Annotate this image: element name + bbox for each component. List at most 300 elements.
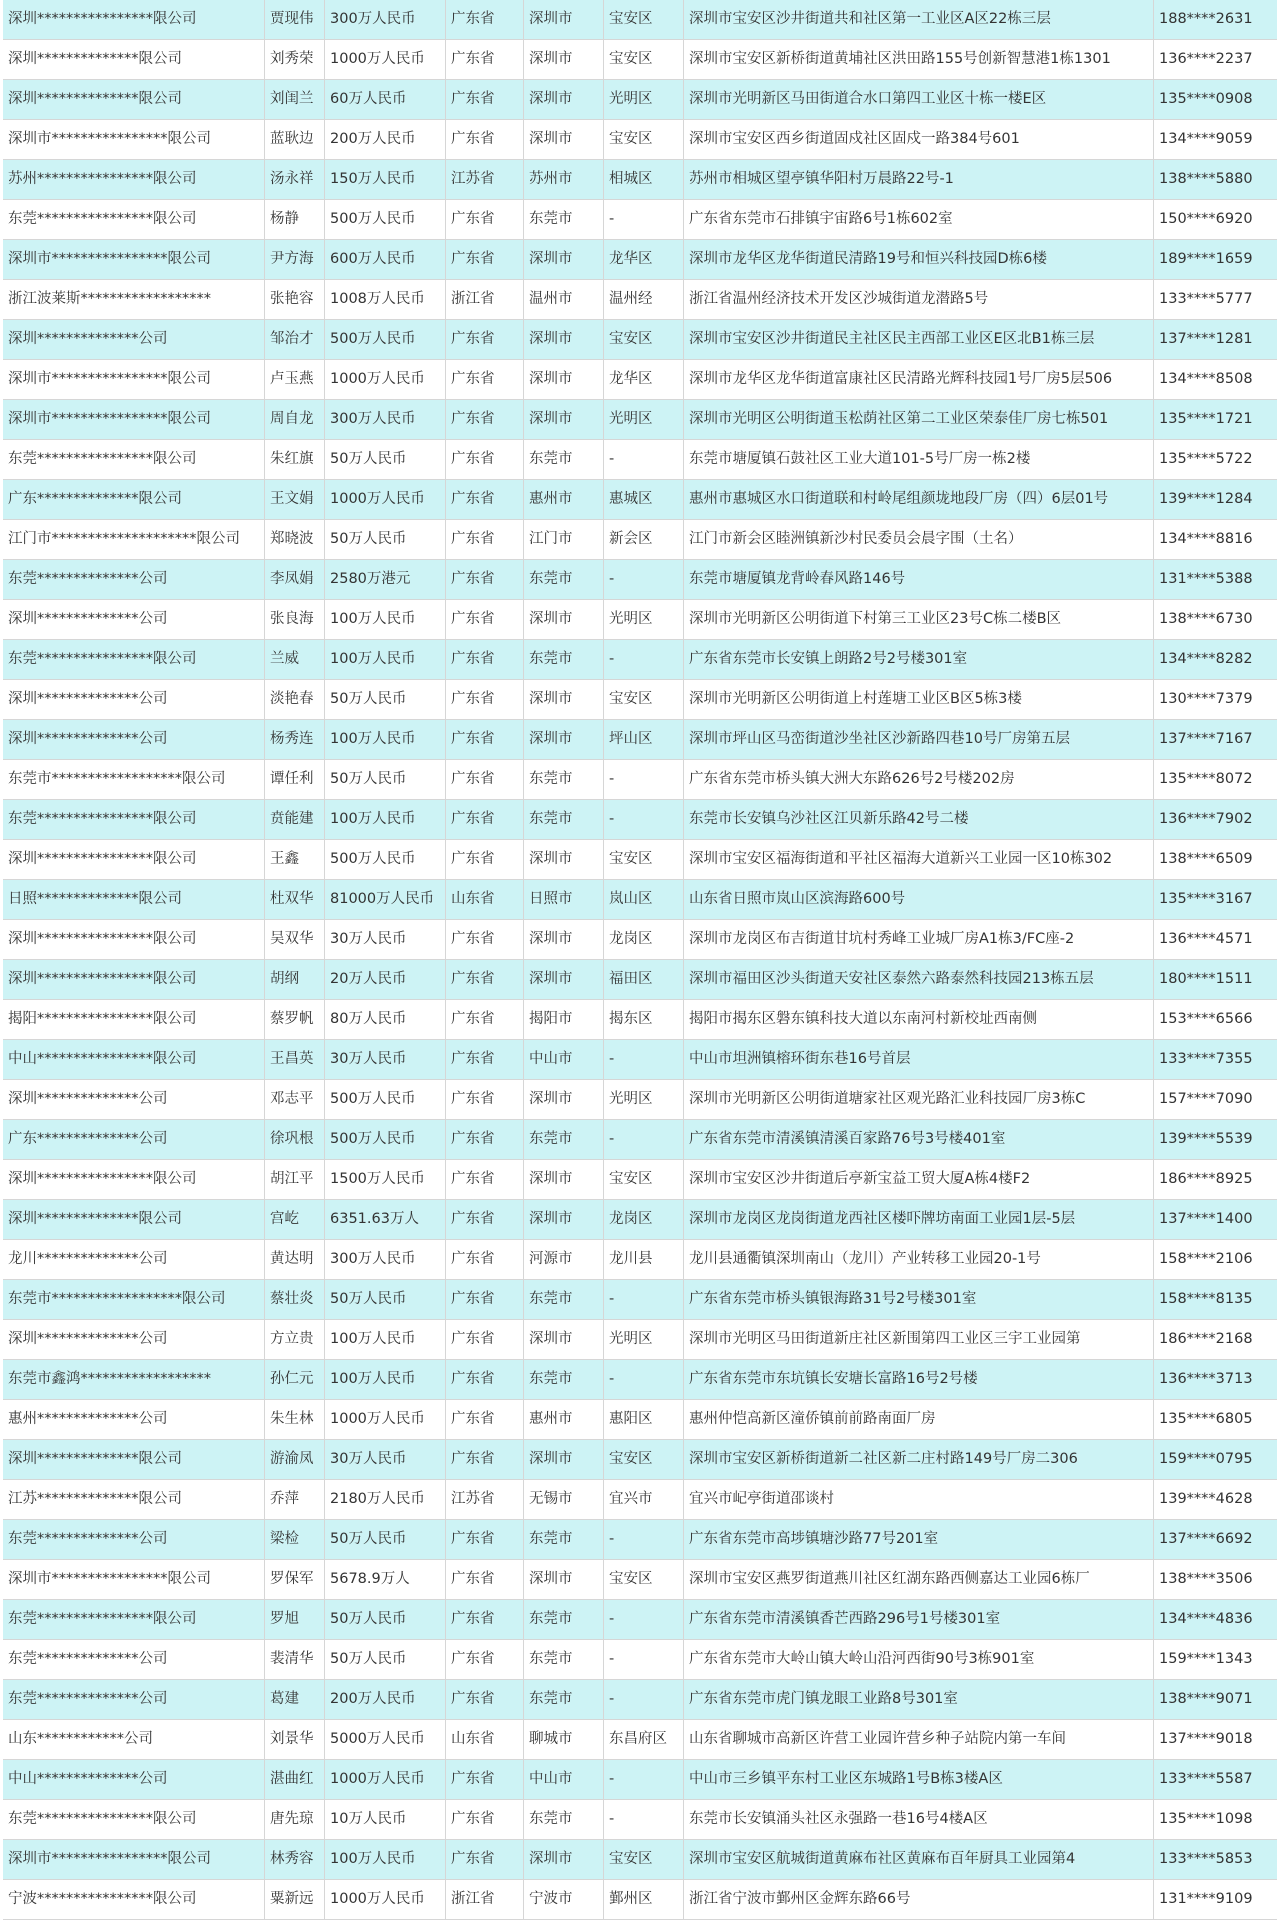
- company-name-cell: 深圳****************限公司: [3, 960, 265, 999]
- company-name-cell: 东莞****************限公司: [3, 640, 265, 679]
- registered-capital-cell: 300万人民币: [325, 400, 446, 439]
- company-name-cell: 东莞****************限公司: [3, 1800, 265, 1839]
- registered-capital-cell: 200万人民币: [325, 1680, 446, 1719]
- district-cell: 宝安区: [604, 1560, 684, 1599]
- company-name-cell: 龙川**************公司: [3, 1240, 265, 1279]
- legal-person-cell: 朱红旗: [265, 440, 325, 479]
- address-cell: 深圳市宝安区航城街道黄麻布社区黄麻布百年厨具工业园第4: [684, 1840, 1154, 1879]
- registered-capital-cell: 300万人民币: [325, 1240, 446, 1279]
- address-cell: 深圳市光明新区公明街道上村莲塘工业区B区5栋3楼: [684, 680, 1154, 719]
- phone-cell: 157****7090: [1159, 1091, 1253, 1107]
- province-cell: 广东省: [446, 1080, 524, 1119]
- province-cell: 广东省: [446, 1600, 524, 1639]
- legal-person-cell: 刘闺兰: [265, 80, 325, 119]
- registered-capital-cell: 1000万人民币: [325, 360, 446, 399]
- district-cell: 宝安区: [604, 40, 684, 79]
- company-name-cell: 东莞****************限公司: [3, 1600, 265, 1639]
- legal-person-cell: 黄达明: [265, 1240, 325, 1279]
- province-cell: 广东省: [446, 1520, 524, 1559]
- province-cell: 广东省: [446, 960, 524, 999]
- city-cell: 深圳市: [524, 840, 604, 879]
- registered-capital-cell: 5678.9万人: [325, 1560, 446, 1599]
- table-row: [3, 1640, 1277, 1680]
- registered-capital-cell: 20万人民币: [325, 960, 446, 999]
- table-row: [3, 1880, 1277, 1920]
- city-cell: 东莞市: [524, 1520, 604, 1559]
- phone-cell: 138****9071: [1159, 1691, 1253, 1707]
- phone-cell: 138****6730: [1159, 611, 1253, 627]
- province-cell: 广东省: [446, 640, 524, 679]
- district-cell: 福田区: [604, 960, 684, 999]
- registered-capital-cell: 500万人民币: [325, 1080, 446, 1119]
- registered-capital-cell: 81000万人民币: [325, 880, 446, 919]
- table-row: [3, 800, 1277, 840]
- table-row: [3, 1480, 1277, 1520]
- address-cell: 广东省东莞市虎门镇龙眼工业路8号301室: [684, 1680, 1154, 1719]
- district-cell: 宝安区: [604, 320, 684, 359]
- district-cell: 东昌府区: [604, 1720, 684, 1759]
- company-name-cell: 东莞**************公司: [3, 1680, 265, 1719]
- company-name-cell: 江门市********************限公司: [3, 520, 265, 559]
- address-cell: 浙江省温州经济技术开发区沙城街道龙潜路5号: [684, 280, 1154, 319]
- table-row: [3, 1440, 1277, 1480]
- city-cell: 深圳市: [524, 40, 604, 79]
- registered-capital-cell: 50万人民币: [325, 1640, 446, 1679]
- phone-cell: 139****4628: [1159, 1491, 1253, 1507]
- table-row: [3, 1840, 1277, 1880]
- city-cell: 深圳市: [524, 960, 604, 999]
- phone-cell: 137****1281: [1159, 331, 1253, 347]
- district-cell: 惠城区: [604, 480, 684, 519]
- company-name-cell: 深圳****************限公司: [3, 1160, 265, 1199]
- address-cell: 东莞市长安镇涌头社区永强路一巷16号4楼A区: [684, 1800, 1154, 1839]
- registered-capital-cell: 600万人民币: [325, 240, 446, 279]
- registered-capital-cell: 1000万人民币: [325, 1880, 446, 1919]
- table-row: [3, 240, 1277, 280]
- city-cell: 河源市: [524, 1240, 604, 1279]
- province-cell: 广东省: [446, 1360, 524, 1399]
- company-name-cell: 日照**************限公司: [3, 880, 265, 919]
- registered-capital-cell: 200万人民币: [325, 120, 446, 159]
- address-cell: 江门市新会区睦洲镇新沙村民委员会晨字围（土名）: [684, 520, 1154, 559]
- city-cell: 东莞市: [524, 800, 604, 839]
- district-cell: 光明区: [604, 1080, 684, 1119]
- table-row: [3, 440, 1277, 480]
- district-cell: -: [604, 640, 684, 679]
- phone-cell: 138****3506: [1159, 1571, 1253, 1587]
- province-cell: 浙江省: [446, 1880, 524, 1919]
- city-cell: 东莞市: [524, 1360, 604, 1399]
- table-row: [3, 560, 1277, 600]
- city-cell: 深圳市: [524, 1560, 604, 1599]
- company-name-cell: 深圳市****************限公司: [3, 400, 265, 439]
- legal-person-cell: 胡江平: [265, 1160, 325, 1199]
- province-cell: 广东省: [446, 1000, 524, 1039]
- legal-person-cell: 林秀容: [265, 1840, 325, 1879]
- district-cell: 惠阳区: [604, 1400, 684, 1439]
- table-row: [3, 200, 1277, 240]
- address-cell: 深圳市宝安区沙井街道后亭新宝益工贸大厦A栋4楼F2: [684, 1160, 1154, 1199]
- province-cell: 广东省: [446, 1640, 524, 1679]
- phone-cell: 130****7379: [1159, 691, 1253, 707]
- district-cell: 鄞州区: [604, 1880, 684, 1919]
- registered-capital-cell: 6351.63万人: [325, 1200, 446, 1239]
- company-name-cell: 深圳****************限公司: [3, 920, 265, 959]
- legal-person-cell: 兰威: [265, 640, 325, 679]
- legal-person-cell: 方立贵: [265, 1320, 325, 1359]
- address-cell: 中山市三乡镇平东村工业区东城路1号B栋3楼A区: [684, 1760, 1154, 1799]
- province-cell: 浙江省: [446, 280, 524, 319]
- city-cell: 江门市: [524, 520, 604, 559]
- table-row: [3, 1000, 1277, 1040]
- table-row: [3, 1200, 1277, 1240]
- district-cell: 新会区: [604, 520, 684, 559]
- table-row: [3, 960, 1277, 1000]
- table-row: [3, 1680, 1277, 1720]
- legal-person-cell: 蔡壮炎: [265, 1280, 325, 1319]
- registered-capital-cell: 500万人民币: [325, 200, 446, 239]
- city-cell: 惠州市: [524, 480, 604, 519]
- province-cell: 广东省: [446, 240, 524, 279]
- address-cell: 浙江省宁波市鄞州区金辉东路66号: [684, 1880, 1154, 1919]
- table-row: [3, 1760, 1277, 1800]
- province-cell: 广东省: [446, 560, 524, 599]
- district-cell: 相城区: [604, 160, 684, 199]
- city-cell: 揭阳市: [524, 1000, 604, 1039]
- district-cell: 光明区: [604, 600, 684, 639]
- company-name-cell: 深圳**************限公司: [3, 80, 265, 119]
- province-cell: 广东省: [446, 1440, 524, 1479]
- table-row: [3, 600, 1277, 640]
- legal-person-cell: 游渝凤: [265, 1440, 325, 1479]
- city-cell: 深圳市: [524, 320, 604, 359]
- legal-person-cell: 裴清华: [265, 1640, 325, 1679]
- phone-cell: 136****2237: [1159, 51, 1253, 67]
- city-cell: 东莞市: [524, 1120, 604, 1159]
- address-cell: 惠州仲恺高新区潼侨镇前前路南面厂房: [684, 1400, 1154, 1439]
- legal-person-cell: 罗保军: [265, 1560, 325, 1599]
- address-cell: 广东省东莞市大岭山镇大岭山沿河西街90号3栋901室: [684, 1640, 1154, 1679]
- province-cell: 广东省: [446, 360, 524, 399]
- province-cell: 广东省: [446, 1560, 524, 1599]
- table-row: [3, 400, 1277, 440]
- district-cell: 龙华区: [604, 360, 684, 399]
- address-cell: 广东省东莞市桥头镇大洲大东路626号2号楼202房: [684, 760, 1154, 799]
- company-name-cell: 东莞市******************限公司: [3, 760, 265, 799]
- phone-cell: 139****5539: [1159, 1131, 1253, 1147]
- company-name-cell: 深圳**************公司: [3, 600, 265, 639]
- district-cell: 宝安区: [604, 680, 684, 719]
- city-cell: 苏州市: [524, 160, 604, 199]
- table-row: [3, 360, 1277, 400]
- legal-person-cell: 刘景华: [265, 1720, 325, 1759]
- legal-person-cell: 乔萍: [265, 1480, 325, 1519]
- phone-cell: 139****1284: [1159, 491, 1253, 507]
- city-cell: 东莞市: [524, 1680, 604, 1719]
- address-cell: 深圳市龙华区龙华街道富康社区民清路光辉科技园1号厂房5层506: [684, 360, 1154, 399]
- address-cell: 深圳市宝安区新桥街道黄埔社区洪田路155号创新智慧港1栋1301: [684, 40, 1154, 79]
- district-cell: -: [604, 1520, 684, 1559]
- phone-cell: 135****0908: [1159, 91, 1253, 107]
- table-row: [3, 840, 1277, 880]
- city-cell: 深圳市: [524, 680, 604, 719]
- company-name-cell: 苏州****************限公司: [3, 160, 265, 199]
- phone-cell: 135****8072: [1159, 771, 1253, 787]
- district-cell: 龙岗区: [604, 1200, 684, 1239]
- city-cell: 深圳市: [524, 920, 604, 959]
- address-cell: 中山市坦洲镇榕环街东巷16号首层: [684, 1040, 1154, 1079]
- table-row: [3, 880, 1277, 920]
- district-cell: 光明区: [604, 80, 684, 119]
- legal-person-cell: 邓志平: [265, 1080, 325, 1119]
- city-cell: 东莞市: [524, 760, 604, 799]
- district-cell: 宝安区: [604, 1160, 684, 1199]
- phone-cell: 137****6692: [1159, 1531, 1253, 1547]
- city-cell: 深圳市: [524, 600, 604, 639]
- province-cell: 广东省: [446, 920, 524, 959]
- registered-capital-cell: 500万人民币: [325, 320, 446, 359]
- registered-capital-cell: 1000万人民币: [325, 480, 446, 519]
- city-cell: 深圳市: [524, 240, 604, 279]
- company-table: [3, 0, 1277, 1920]
- legal-person-cell: 孙仁元: [265, 1360, 325, 1399]
- table-row: [3, 760, 1277, 800]
- company-name-cell: 深圳**************公司: [3, 720, 265, 759]
- legal-person-cell: 宫屹: [265, 1200, 325, 1239]
- province-cell: 山东省: [446, 1720, 524, 1759]
- legal-person-cell: 张良海: [265, 600, 325, 639]
- company-name-cell: 东莞****************限公司: [3, 200, 265, 239]
- district-cell: -: [604, 1640, 684, 1679]
- table-row: [3, 40, 1277, 80]
- company-name-cell: 深圳**************限公司: [3, 1200, 265, 1239]
- table-row: [3, 80, 1277, 120]
- registered-capital-cell: 50万人民币: [325, 680, 446, 719]
- registered-capital-cell: 100万人民币: [325, 640, 446, 679]
- table-body: [3, 0, 1277, 1920]
- province-cell: 广东省: [446, 1760, 524, 1799]
- phone-cell: 131****9109: [1159, 1891, 1253, 1907]
- address-cell: 东莞市塘厦镇石鼓社区工业大道101-5号厂房一栋2楼: [684, 440, 1154, 479]
- registered-capital-cell: 1000万人民币: [325, 40, 446, 79]
- registered-capital-cell: 100万人民币: [325, 800, 446, 839]
- company-name-cell: 东莞市******************限公司: [3, 1280, 265, 1319]
- city-cell: 深圳市: [524, 360, 604, 399]
- table-row: [3, 1160, 1277, 1200]
- address-cell: 深圳市宝安区西乡街道固戍社区固戍一路384号601: [684, 120, 1154, 159]
- registered-capital-cell: 30万人民币: [325, 1040, 446, 1079]
- legal-person-cell: 淡艳春: [265, 680, 325, 719]
- province-cell: 广东省: [446, 0, 524, 39]
- legal-person-cell: 胡纲: [265, 960, 325, 999]
- registered-capital-cell: 60万人民币: [325, 80, 446, 119]
- province-cell: 山东省: [446, 880, 524, 919]
- city-cell: 深圳市: [524, 1200, 604, 1239]
- city-cell: 深圳市: [524, 0, 604, 39]
- address-cell: 深圳市光明新区马田街道合水口第四工业区十栋一楼E区: [684, 80, 1154, 119]
- phone-cell: 134****8282: [1159, 651, 1253, 667]
- table-row: [3, 680, 1277, 720]
- city-cell: 东莞市: [524, 440, 604, 479]
- address-cell: 广东省东莞市长安镇上朗路2号2号楼301室: [684, 640, 1154, 679]
- registered-capital-cell: 50万人民币: [325, 1280, 446, 1319]
- phone-cell: 133****5587: [1159, 1771, 1253, 1787]
- province-cell: 广东省: [446, 1280, 524, 1319]
- district-cell: 龙华区: [604, 240, 684, 279]
- province-cell: 广东省: [446, 720, 524, 759]
- city-cell: 深圳市: [524, 400, 604, 439]
- table-row: [3, 1800, 1277, 1840]
- province-cell: 广东省: [446, 1240, 524, 1279]
- legal-person-cell: 杨秀连: [265, 720, 325, 759]
- city-cell: 东莞市: [524, 1280, 604, 1319]
- table-row: [3, 1040, 1277, 1080]
- address-cell: 深圳市光明新区公明街道下村第三工业区23号C栋二楼B区: [684, 600, 1154, 639]
- legal-person-cell: 贾现伟: [265, 0, 325, 39]
- phone-cell: 188****2631: [1159, 11, 1253, 27]
- registered-capital-cell: 500万人民币: [325, 840, 446, 879]
- table-row: [3, 1360, 1277, 1400]
- city-cell: 中山市: [524, 1760, 604, 1799]
- phone-cell: 138****5880: [1159, 171, 1253, 187]
- address-cell: 广东省东莞市高埗镇塘沙路77号201室: [684, 1520, 1154, 1559]
- legal-person-cell: 尹方海: [265, 240, 325, 279]
- company-name-cell: 中山**************公司: [3, 1760, 265, 1799]
- company-name-cell: 东莞****************限公司: [3, 800, 265, 839]
- address-cell: 深圳市光明区公明街道玉松荫社区第二工业区荣泰佳厂房七栋501: [684, 400, 1154, 439]
- address-cell: 深圳市龙岗区布吉街道甘坑村秀峰工业城厂房A1栋3/FC座-2: [684, 920, 1154, 959]
- registered-capital-cell: 1000万人民币: [325, 1400, 446, 1439]
- company-name-cell: 中山****************限公司: [3, 1040, 265, 1079]
- registered-capital-cell: 80万人民币: [325, 1000, 446, 1039]
- province-cell: 广东省: [446, 680, 524, 719]
- legal-person-cell: 谭任利: [265, 760, 325, 799]
- company-name-cell: 惠州**************公司: [3, 1400, 265, 1439]
- legal-person-cell: 粟新远: [265, 1880, 325, 1919]
- registered-capital-cell: 100万人民币: [325, 720, 446, 759]
- registered-capital-cell: 150万人民币: [325, 160, 446, 199]
- company-name-cell: 深圳**************公司: [3, 1080, 265, 1119]
- table-row: [3, 1280, 1277, 1320]
- phone-cell: 136****3713: [1159, 1371, 1253, 1387]
- address-cell: 山东省日照市岚山区滨海路600号: [684, 880, 1154, 919]
- registered-capital-cell: 100万人民币: [325, 1360, 446, 1399]
- address-cell: 深圳市坪山区马峦街道沙坐社区沙新路四巷10号厂房第五层: [684, 720, 1154, 759]
- legal-person-cell: 徐巩根: [265, 1120, 325, 1159]
- province-cell: 广东省: [446, 840, 524, 879]
- company-name-cell: 深圳市****************限公司: [3, 1840, 265, 1879]
- province-cell: 广东省: [446, 1160, 524, 1199]
- province-cell: 广东省: [446, 1320, 524, 1359]
- phone-cell: 135****1098: [1159, 1811, 1253, 1827]
- company-name-cell: 东莞****************限公司: [3, 440, 265, 479]
- registered-capital-cell: 100万人民币: [325, 600, 446, 639]
- province-cell: 广东省: [446, 520, 524, 559]
- phone-cell: 137****7167: [1159, 731, 1253, 747]
- table-row: [3, 1120, 1277, 1160]
- company-name-cell: 深圳市****************限公司: [3, 240, 265, 279]
- legal-person-cell: 张艳容: [265, 280, 325, 319]
- legal-person-cell: 王鑫: [265, 840, 325, 879]
- registered-capital-cell: 10万人民币: [325, 1800, 446, 1839]
- registered-capital-cell: 50万人民币: [325, 520, 446, 559]
- legal-person-cell: 湛曲红: [265, 1760, 325, 1799]
- province-cell: 广东省: [446, 120, 524, 159]
- district-cell: -: [604, 1760, 684, 1799]
- phone-cell: 134****4836: [1159, 1611, 1253, 1627]
- province-cell: 广东省: [446, 40, 524, 79]
- phone-cell: 150****6920: [1159, 211, 1253, 227]
- legal-person-cell: 周自龙: [265, 400, 325, 439]
- district-cell: -: [604, 440, 684, 479]
- phone-cell: 134****9059: [1159, 131, 1253, 147]
- registered-capital-cell: 100万人民币: [325, 1320, 446, 1359]
- province-cell: 广东省: [446, 1400, 524, 1439]
- address-cell: 广东省东莞市清溪镇清溪百家路76号3号楼401室: [684, 1120, 1154, 1159]
- legal-person-cell: 唐先琼: [265, 1800, 325, 1839]
- province-cell: 江苏省: [446, 160, 524, 199]
- table-row: [3, 1600, 1277, 1640]
- phone-cell: 186****8925: [1159, 1171, 1253, 1187]
- district-cell: -: [604, 1280, 684, 1319]
- company-name-cell: 广东**************公司: [3, 1120, 265, 1159]
- district-cell: 宝安区: [604, 1840, 684, 1879]
- province-cell: 广东省: [446, 1680, 524, 1719]
- district-cell: 宜兴市: [604, 1480, 684, 1519]
- phone-cell: 159****0795: [1159, 1451, 1253, 1467]
- phone-cell: 134****8508: [1159, 371, 1253, 387]
- phone-cell: 133****5853: [1159, 1851, 1253, 1867]
- company-name-cell: 山东************公司: [3, 1720, 265, 1759]
- table-row: [3, 280, 1277, 320]
- table-row: [3, 0, 1277, 40]
- district-cell: 温州经: [604, 280, 684, 319]
- company-name-cell: 深圳**************公司: [3, 1320, 265, 1359]
- legal-person-cell: 杜双华: [265, 880, 325, 919]
- province-cell: 广东省: [446, 1120, 524, 1159]
- registered-capital-cell: 2180万人民币: [325, 1480, 446, 1519]
- district-cell: 岚山区: [604, 880, 684, 919]
- district-cell: 光明区: [604, 1320, 684, 1359]
- city-cell: 东莞市: [524, 640, 604, 679]
- city-cell: 东莞市: [524, 1600, 604, 1639]
- company-name-cell: 东莞**************公司: [3, 1640, 265, 1679]
- legal-person-cell: 李凤娟: [265, 560, 325, 599]
- legal-person-cell: 杨静: [265, 200, 325, 239]
- city-cell: 深圳市: [524, 1320, 604, 1359]
- legal-person-cell: 朱生林: [265, 1400, 325, 1439]
- company-name-cell: 广东**************限公司: [3, 480, 265, 519]
- district-cell: -: [604, 200, 684, 239]
- city-cell: 惠州市: [524, 1400, 604, 1439]
- province-cell: 广东省: [446, 600, 524, 639]
- registered-capital-cell: 50万人民币: [325, 760, 446, 799]
- legal-person-cell: 汤永祥: [265, 160, 325, 199]
- legal-person-cell: 郑晓波: [265, 520, 325, 559]
- table-row: [3, 120, 1277, 160]
- company-name-cell: 深圳****************限公司: [3, 840, 265, 879]
- phone-cell: 136****4571: [1159, 931, 1253, 947]
- company-name-cell: 揭阳****************限公司: [3, 1000, 265, 1039]
- phone-cell: 158****8135: [1159, 1291, 1253, 1307]
- phone-cell: 136****7902: [1159, 811, 1253, 827]
- registered-capital-cell: 100万人民币: [325, 1840, 446, 1879]
- table-row: [3, 1400, 1277, 1440]
- district-cell: -: [604, 1120, 684, 1159]
- address-cell: 东莞市长安镇乌沙社区江贝新乐路42号二楼: [684, 800, 1154, 839]
- phone-cell: 135****1721: [1159, 411, 1253, 427]
- registered-capital-cell: 1500万人民币: [325, 1160, 446, 1199]
